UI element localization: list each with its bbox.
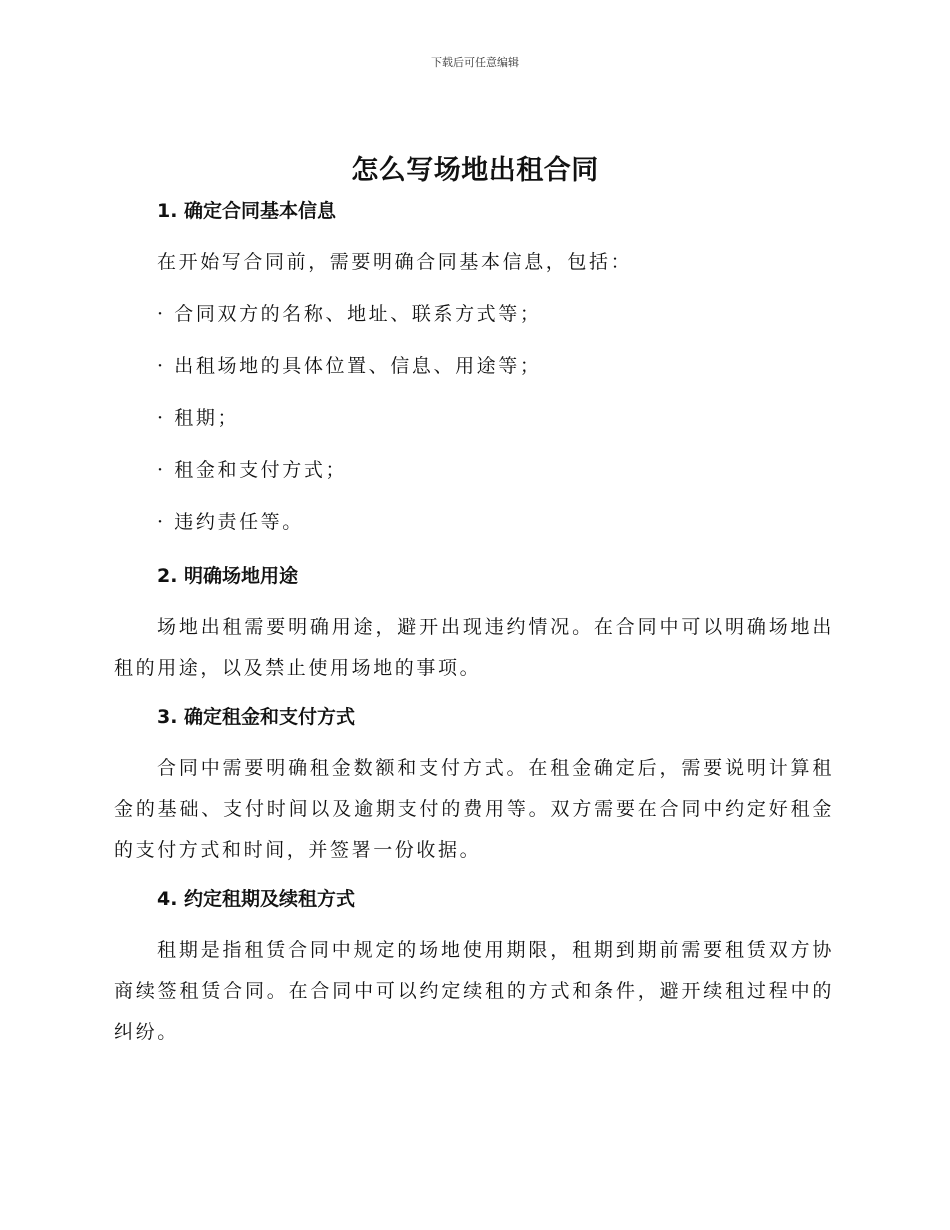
section-3-paragraph: 合同中需要明确租金数额和支付方式。在租金确定后，需要说明计算租金的基础、支付时间以及逾期支付的费用等。双方需要在合同中约定好租金的支付方式和时间，并签署一份收据。 — [114, 757, 834, 861]
bullet-item: · 出租场地的具体位置、信息、用途等； — [157, 355, 542, 377]
section-3-heading: 3. 确定租金和支付方式 — [157, 706, 356, 728]
bullet-item: · 租金和支付方式； — [157, 459, 348, 481]
bullet-item: · 违约责任等。 — [157, 511, 304, 533]
section-1-heading: 1. 确定合同基本信息 — [157, 200, 337, 222]
document-body — [114, 196, 834, 1053]
section-4-heading: 4. 约定租期及续租方式 — [157, 888, 356, 910]
page-header-note: 下载后可任意编辑 — [431, 56, 519, 69]
section-4-paragraph: 租期是指租赁合同中规定的场地使用期限，租期到期前需要租赁双方协商续签租赁合同。在合同中可以约定续租的方式和条件，避开续租过程中的纠纷。 — [114, 939, 834, 1043]
section-2-heading: 2. 明确场地用途 — [157, 565, 299, 587]
bullet-item: · 合同双方的名称、地址、联系方式等； — [157, 303, 542, 325]
section-2-paragraph: 场地出租需要明确用途，避开出现违约情况。在合同中可以明确场地出租的用途，以及禁止使用场地的事项。 — [114, 616, 834, 679]
section-1-intro: 在开始写合同前，需要明确合同基本信息，包括： — [157, 251, 633, 273]
document-title: 怎么写场地出租合同 — [351, 155, 599, 186]
bullet-item: · 租期； — [157, 407, 240, 429]
